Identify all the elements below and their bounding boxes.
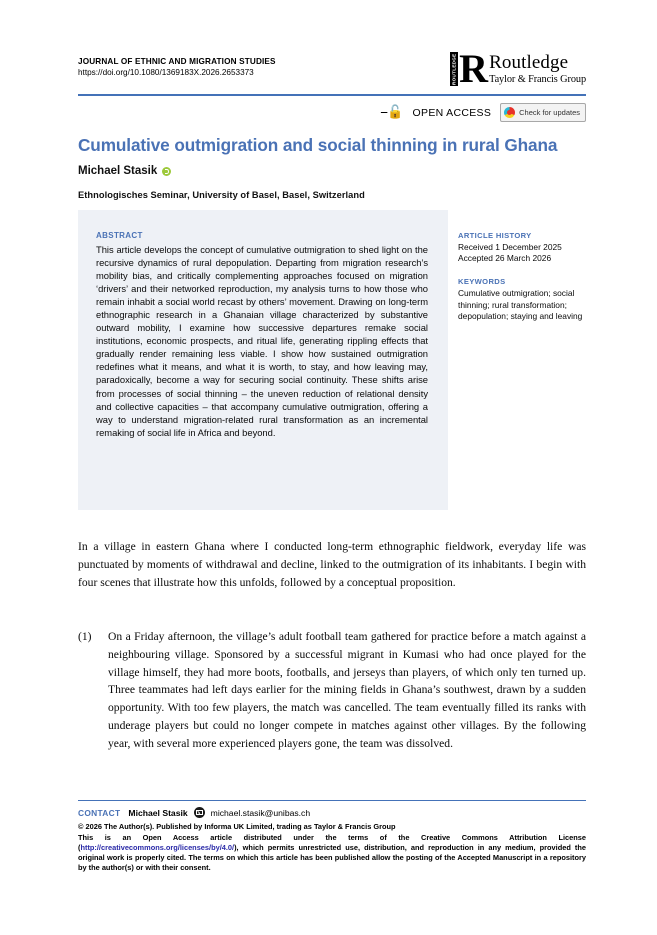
page-title: Cumulative outmigration and social thinning in rural Ghana	[78, 135, 558, 155]
header-divider	[78, 94, 586, 96]
open-access-bar	[381, 103, 586, 122]
author-affiliation: Ethnologisches Seminar, University of Basel, Basel, Switzerland	[78, 190, 365, 200]
sidebar-spacer	[458, 264, 590, 277]
abstract-heading: ABSTRACT	[96, 231, 143, 240]
keywords-heading: KEYWORDS	[458, 277, 506, 287]
license-text-part2: ), which permits unrestricted use, distribution, and reproduction in any medium, provided the original work is properly cited. The terms on which this article has been published allow the posting of the Accepted Manuscript in a repository by the author(s) or with their consent.	[78, 842, 586, 872]
footer-divider	[78, 800, 586, 801]
item-text: On a Friday afternoon, the village’s adult football team gathered for practice before a match against a neighbouring village. Sponsored by a successful migrant in Kumasi who had once played for the village himself, they had more boots, footballs, and jerseys than players, of which only ten turned up. Three teammates had left days earlier for the mining fields in Ghana’s southwest, drawn by a sudden opportunity. With too few players, the match was cancelled. The team eventually filled its ranks with underage players but could no longer compete in matches against other villages. By the following year, with several more experienced players gone, the team was dissolved.	[108, 630, 586, 750]
check-for-updates-label: Check for updates	[519, 108, 580, 117]
author-line	[78, 165, 171, 177]
routledge-wordmark	[489, 53, 586, 86]
license-notice	[78, 833, 586, 873]
email-icon	[194, 807, 205, 818]
abstract-text: This article develops the concept of cumulative outmigration to shed light on the recursive dynamics of rural depopulation. Departing from migration research’s mobility bias, and critically complementing approaches focused on migration ‘drivers’ and their networked reproduction, my analysis turns to how those who remain inhabit a social world recast by others’ movement. Drawing on long-term ethnographic research in a Ghanaian village characterized by substantive outward mobility, I examine how successive departures remake social institutions, economic prospects, and ritual life, generating rippling effects that gradually render remaining less viable. I show how sustained outmigration redefines what it means, and what it is worth, to stay, and how leaving may, paradoxically, become a way for securing social continuity. These shifts arise from processes of social thinning – the uneven reduction of relational density and collective capacities – that accompany cumulative outmigration, offering a way to understand migration-related rural transformation as an incremental remaking of social life in Africa and beyond.	[96, 244, 428, 438]
item-number: (1)	[78, 630, 92, 643]
contact-line	[78, 807, 310, 818]
open-lock-icon: ⎯🔓	[380, 105, 404, 120]
journal-identity	[78, 56, 276, 78]
page-header	[78, 46, 586, 96]
article-meta-sidebar	[458, 231, 590, 322]
intro-paragraph: In a village in eastern Ghana where I conducted long-term ethnographic fieldwork, everyday life was punctuated by moments of withdrawal and decline, linked to the outmigration of its inhabitants. I begin with four scenes that illustrate how this unfolds, followed by a conceptual proposition.	[78, 540, 586, 589]
contact-email[interactable]: michael.stasik@unibas.ch	[210, 807, 311, 818]
keywords-list: Cumulative outmigration; social thinning; rural transformation; depopulation; staying and leaving	[458, 288, 583, 321]
journal-title: JOURNAL OF ETHNIC AND MIGRATION STUDIES	[78, 57, 276, 66]
routledge-mark-icon	[450, 46, 488, 91]
routledge-logo	[450, 46, 586, 91]
license-url-link[interactable]: http://creativecommons.org/licenses/by/4.0/	[80, 842, 235, 852]
received-date: Received 1 December 2025	[458, 242, 562, 252]
accepted-date: Accepted 26 March 2026	[458, 253, 552, 264]
crossmark-icon	[504, 107, 515, 118]
publisher-group: Taylor & Francis Group	[489, 73, 586, 85]
doi-link[interactable]: https://doi.org/10.1080/1369183X.2026.2653373	[78, 68, 254, 77]
open-access-label: OPEN ACCESS	[412, 106, 492, 119]
abstract-box	[78, 210, 448, 510]
check-for-updates-button[interactable]	[500, 103, 586, 122]
author-name[interactable]: Michael Stasik	[78, 165, 158, 177]
publisher-name: Routledge	[489, 51, 569, 73]
article-history-heading: ARTICLE HISTORY	[458, 231, 532, 240]
numbered-scene-item	[78, 628, 586, 753]
routledge-vertical-text: ROUTLEDGE	[451, 53, 457, 85]
contact-author-name: Michael Stasik	[128, 807, 188, 818]
orcid-icon[interactable]	[162, 167, 171, 176]
contact-label: CONTACT	[78, 807, 121, 818]
copyright-notice: © 2026 The Author(s). Published by Informa UK Limited, trading as Taylor & Francis Group	[78, 822, 396, 831]
license-text-part1: This is an Open Access article distributed under the terms of the Creative Commons Attribution License (	[78, 833, 586, 852]
routledge-r-glyph: R	[459, 46, 488, 91]
